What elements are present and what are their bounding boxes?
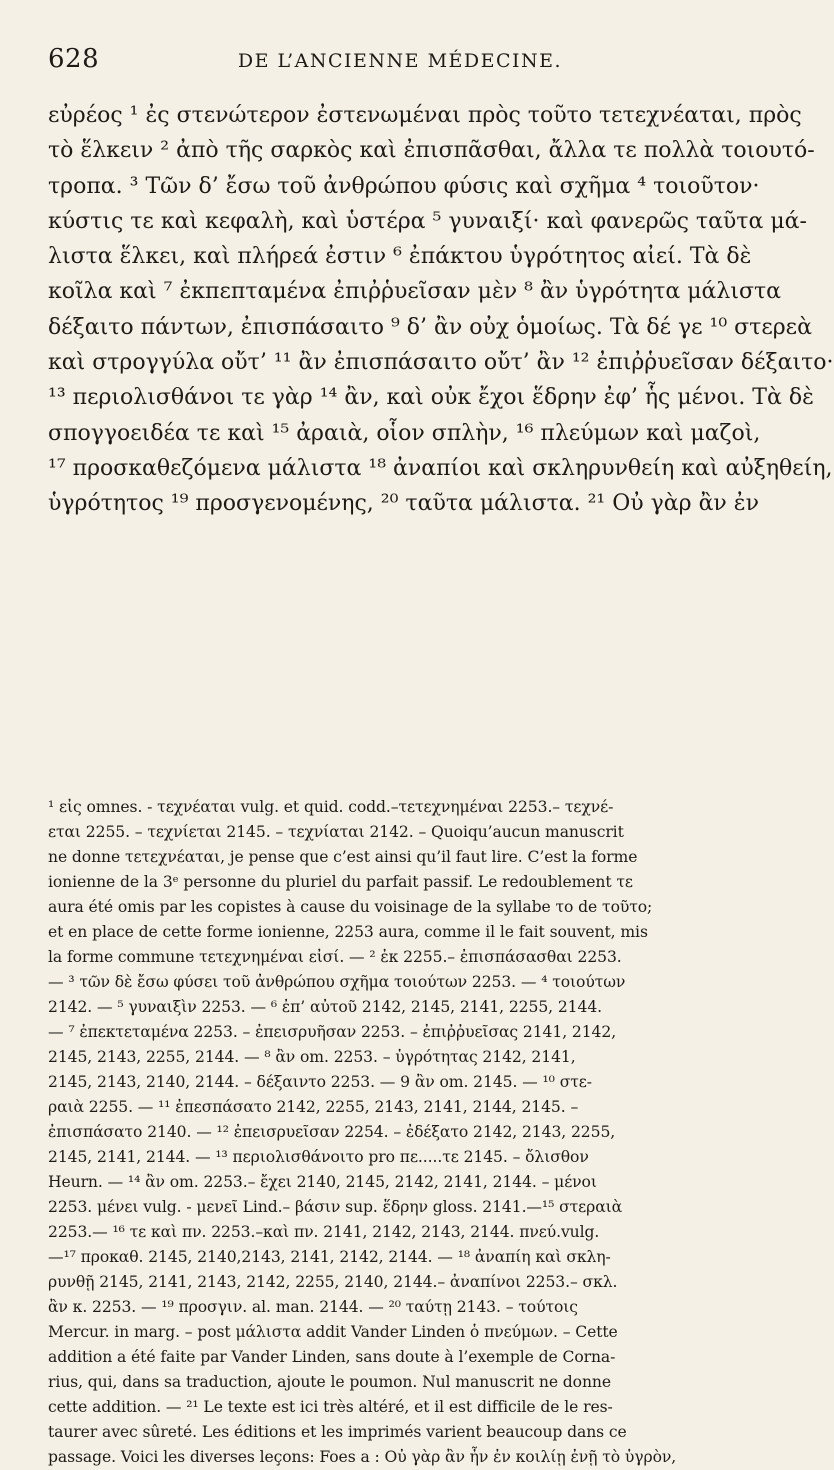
footnote-line: 2145, 2143, 2140, 2144. – δέξαιντο 2253. — 9 ἂν om. 2145. — ¹⁰ στε- (48, 1073, 592, 1091)
footnote-line: aura été omis par les copistes à cause du voisinage de la syllabe το de τοῦτο; (48, 898, 653, 916)
footnote-line: la forme commune τετεχνημέναι εἰσί. — ² ἐκ 2255.– ἐπισπάσασθαι 2253. (48, 948, 622, 966)
footnote-line: — ³ τῶν δὲ ἔσω φύσει τοῦ ἀνθρώπου σχῆμα τοιούτων 2253. — ⁴ τοιούτων (48, 973, 626, 991)
text-line: καὶ στρογγύλα οὔτ’ ¹¹ ἂν ἐπισπάσαιτο οὔτ’ ἂν ¹² ἐπιῤῥυεῖσαν δέξαιτο· (48, 350, 834, 376)
footnote-line: ρυνθῇ 2145, 2141, 2143, 2142, 2255, 2140, 2144.– ἀναπίνοι 2253.– σκλ. (48, 1273, 618, 1291)
footnote-line: ionienne de la 3ᵉ personne du pluriel du parfait passif. Le redoublement τε (48, 873, 633, 891)
text-line: κύστις τε καὶ κεφαλὴ, καὶ ὑστέρα ⁵ γυναιξί· καὶ φανερῶς ταῦτα μά- (48, 208, 807, 234)
footnote-line: ne donne τετεχνέαται, je pense que c’est ainsi qu’il faut lire. C’est la forme (48, 848, 638, 866)
text-line: ¹³ περιολισθάνοι τε γὰρ ¹⁴ ἂν, καὶ οὐκ ἔχοι ἕδρην ἐφ’ ἧς μένοι. Τὰ δὲ (48, 385, 814, 411)
footnote-line: ραιὰ 2255. — ¹¹ ἐπεσπάσατο 2142, 2255, 2143, 2141, 2144, 2145. – (48, 1098, 579, 1116)
page-header (48, 40, 752, 80)
text-line: τροπα. ³ Τῶν δ’ ἔσω τοῦ ἀνθρώπου φύσις καὶ σχῆμα ⁴ τοιοῦτον· (48, 173, 760, 199)
text-line: εὐρέος ¹ ἐς στενώτερον ἐστενωμέναι πρὸς τοῦτο τετεχνέαται, πρὸς (48, 103, 802, 128)
main-greek-text (48, 98, 834, 522)
page-number: 628 (48, 44, 100, 74)
footnote-line: 2253.— ¹⁶ τε καὶ πν. 2253.–καὶ πν. 2141, 2142, 2143, 2144. πνεύ.vulg. (48, 1223, 600, 1241)
text-line: ὑγρότητος ¹⁹ προσγενομένης, ²⁰ ταῦτα μάλιστα. ²¹ Οὐ γὰρ ἂν ἐν (48, 491, 759, 517)
footnote-line: ἂν κ. 2253. — ¹⁹ προσγιν. al. man. 2144. — ²⁰ ταύτῃ 2143. – τούτοις (48, 1298, 578, 1316)
text-line: κοῖλα καὶ ⁷ ἐκπεπταμένα ἐπιῤῥυεῖσαν μὲν ⁸ ἂν ὑγρότητα μάλιστα (48, 279, 782, 305)
footnote-line: taurer avec sûreté. Les éditions et les imprimés varient beaucoup dans ce (48, 1423, 627, 1441)
footnote-line: 2253. μένει vulg. - μενεῖ Lind.– βάσιν sup. ἕδρην gloss. 2141.—¹⁵ στεραιὰ (48, 1198, 623, 1216)
footnote-line: cette addition. — ²¹ Le texte est ici très altéré, et il est difficile de le res- (48, 1398, 613, 1416)
footnotes (48, 795, 752, 1470)
running-title: DE L’ANCIENNE MÉDECINE. (237, 50, 563, 72)
footnote-line: —¹⁷ προκαθ. 2145, 2140,2143, 2141, 2142, 2144. — ¹⁸ ἀναπίη καὶ σκλη- (48, 1248, 611, 1266)
footnote-line: 2145, 2143, 2255, 2144. — ⁸ ἂν om. 2253. – ὑγρότητας 2142, 2141, (48, 1048, 576, 1066)
footnote-line: rius, qui, dans sa traduction, ajoute le poumon. Nul manuscrit ne donne (48, 1373, 611, 1391)
footnote-line: passage. Voici les diverses leçons: Foes a : Οὐ γὰρ ἂν ἦν ἐν κοιλίῃ ἐνῇ τὸ ὑγρὸν, (48, 1448, 677, 1466)
footnote-line: ¹ εἰς omnes. - τεχνέαται vulg. et quid. codd.–τετεχνημέναι 2253.– τεχνέ- (48, 798, 614, 816)
text-line: σπογγοειδέα τε καὶ ¹⁵ ἀραιὰ, οἷον σπλὴν, ¹⁶ πλεύμων καὶ μαζοὶ, (48, 420, 761, 446)
footnote-line: Mercur. in marg. – post μάλιστα addit Vander Linden ὁ πνεύμων. – Cette (48, 1323, 618, 1341)
footnote-line: ἐπισπάσατο 2140. — ¹² ἐπεισρυεῖσαν 2254. – ἐδέξατο 2142, 2143, 2255, (48, 1123, 616, 1141)
text-line: λιστα ἕλκει, καὶ πλήρεά ἐστιν ⁶ ἐπάκτου ὑγρότητος αἰεί. Τὰ δὲ (48, 244, 752, 270)
text-line: τὸ ἕλκειν ² ἀπὸ τῆς σαρκὸς καὶ ἐπισπᾶσθαι, ἄλλα τε πολλὰ τοιουτό- (48, 138, 815, 164)
footnote-line: et en place de cette forme ionienne, 2253 aura, comme il le fait souvent, mis (48, 923, 648, 941)
footnote-line: 2145, 2141, 2144. — ¹³ περιολισθάνοιτο pro πε.....τε 2145. – ὄλισθον (48, 1148, 589, 1166)
footnote-line: Heurn. — ¹⁴ ἂν om. 2253.– ἔχει 2140, 2145, 2142, 2141, 2144. – μένοι (48, 1173, 597, 1191)
footnote-line: εται 2255. – τεχνίεται 2145. – τεχνίαται 2142. – Quoiqu’aucun manuscrit (48, 823, 624, 841)
text-line: δέξαιτο πάντων, ἐπισπάσαιτο ⁹ δ’ ἂν οὐχ ὁμοίως. Τὰ δέ γε ¹⁰ στερεὰ (48, 314, 812, 340)
footnote-line: — ⁷ ἐπεκτεταμένα 2253. – ἐπεισρυῆσαν 2253. – ἐπιῤῥυεῖσας 2141, 2142, (48, 1023, 617, 1041)
text-line: ¹⁷ προσκαθεζόμενα μάλιστα ¹⁸ ἀναπίοι καὶ σκληρυνθείη καὶ αὐξηθείη, (48, 455, 833, 481)
footnote-line: addition a été faite par Vander Linden, sans doute à l’exemple de Corna- (48, 1348, 616, 1366)
footnote-line: 2142. — ⁵ γυναιξὶν 2253. — ⁶ ἐπ’ αὐτοῦ 2142, 2145, 2141, 2255, 2144. (48, 998, 603, 1016)
